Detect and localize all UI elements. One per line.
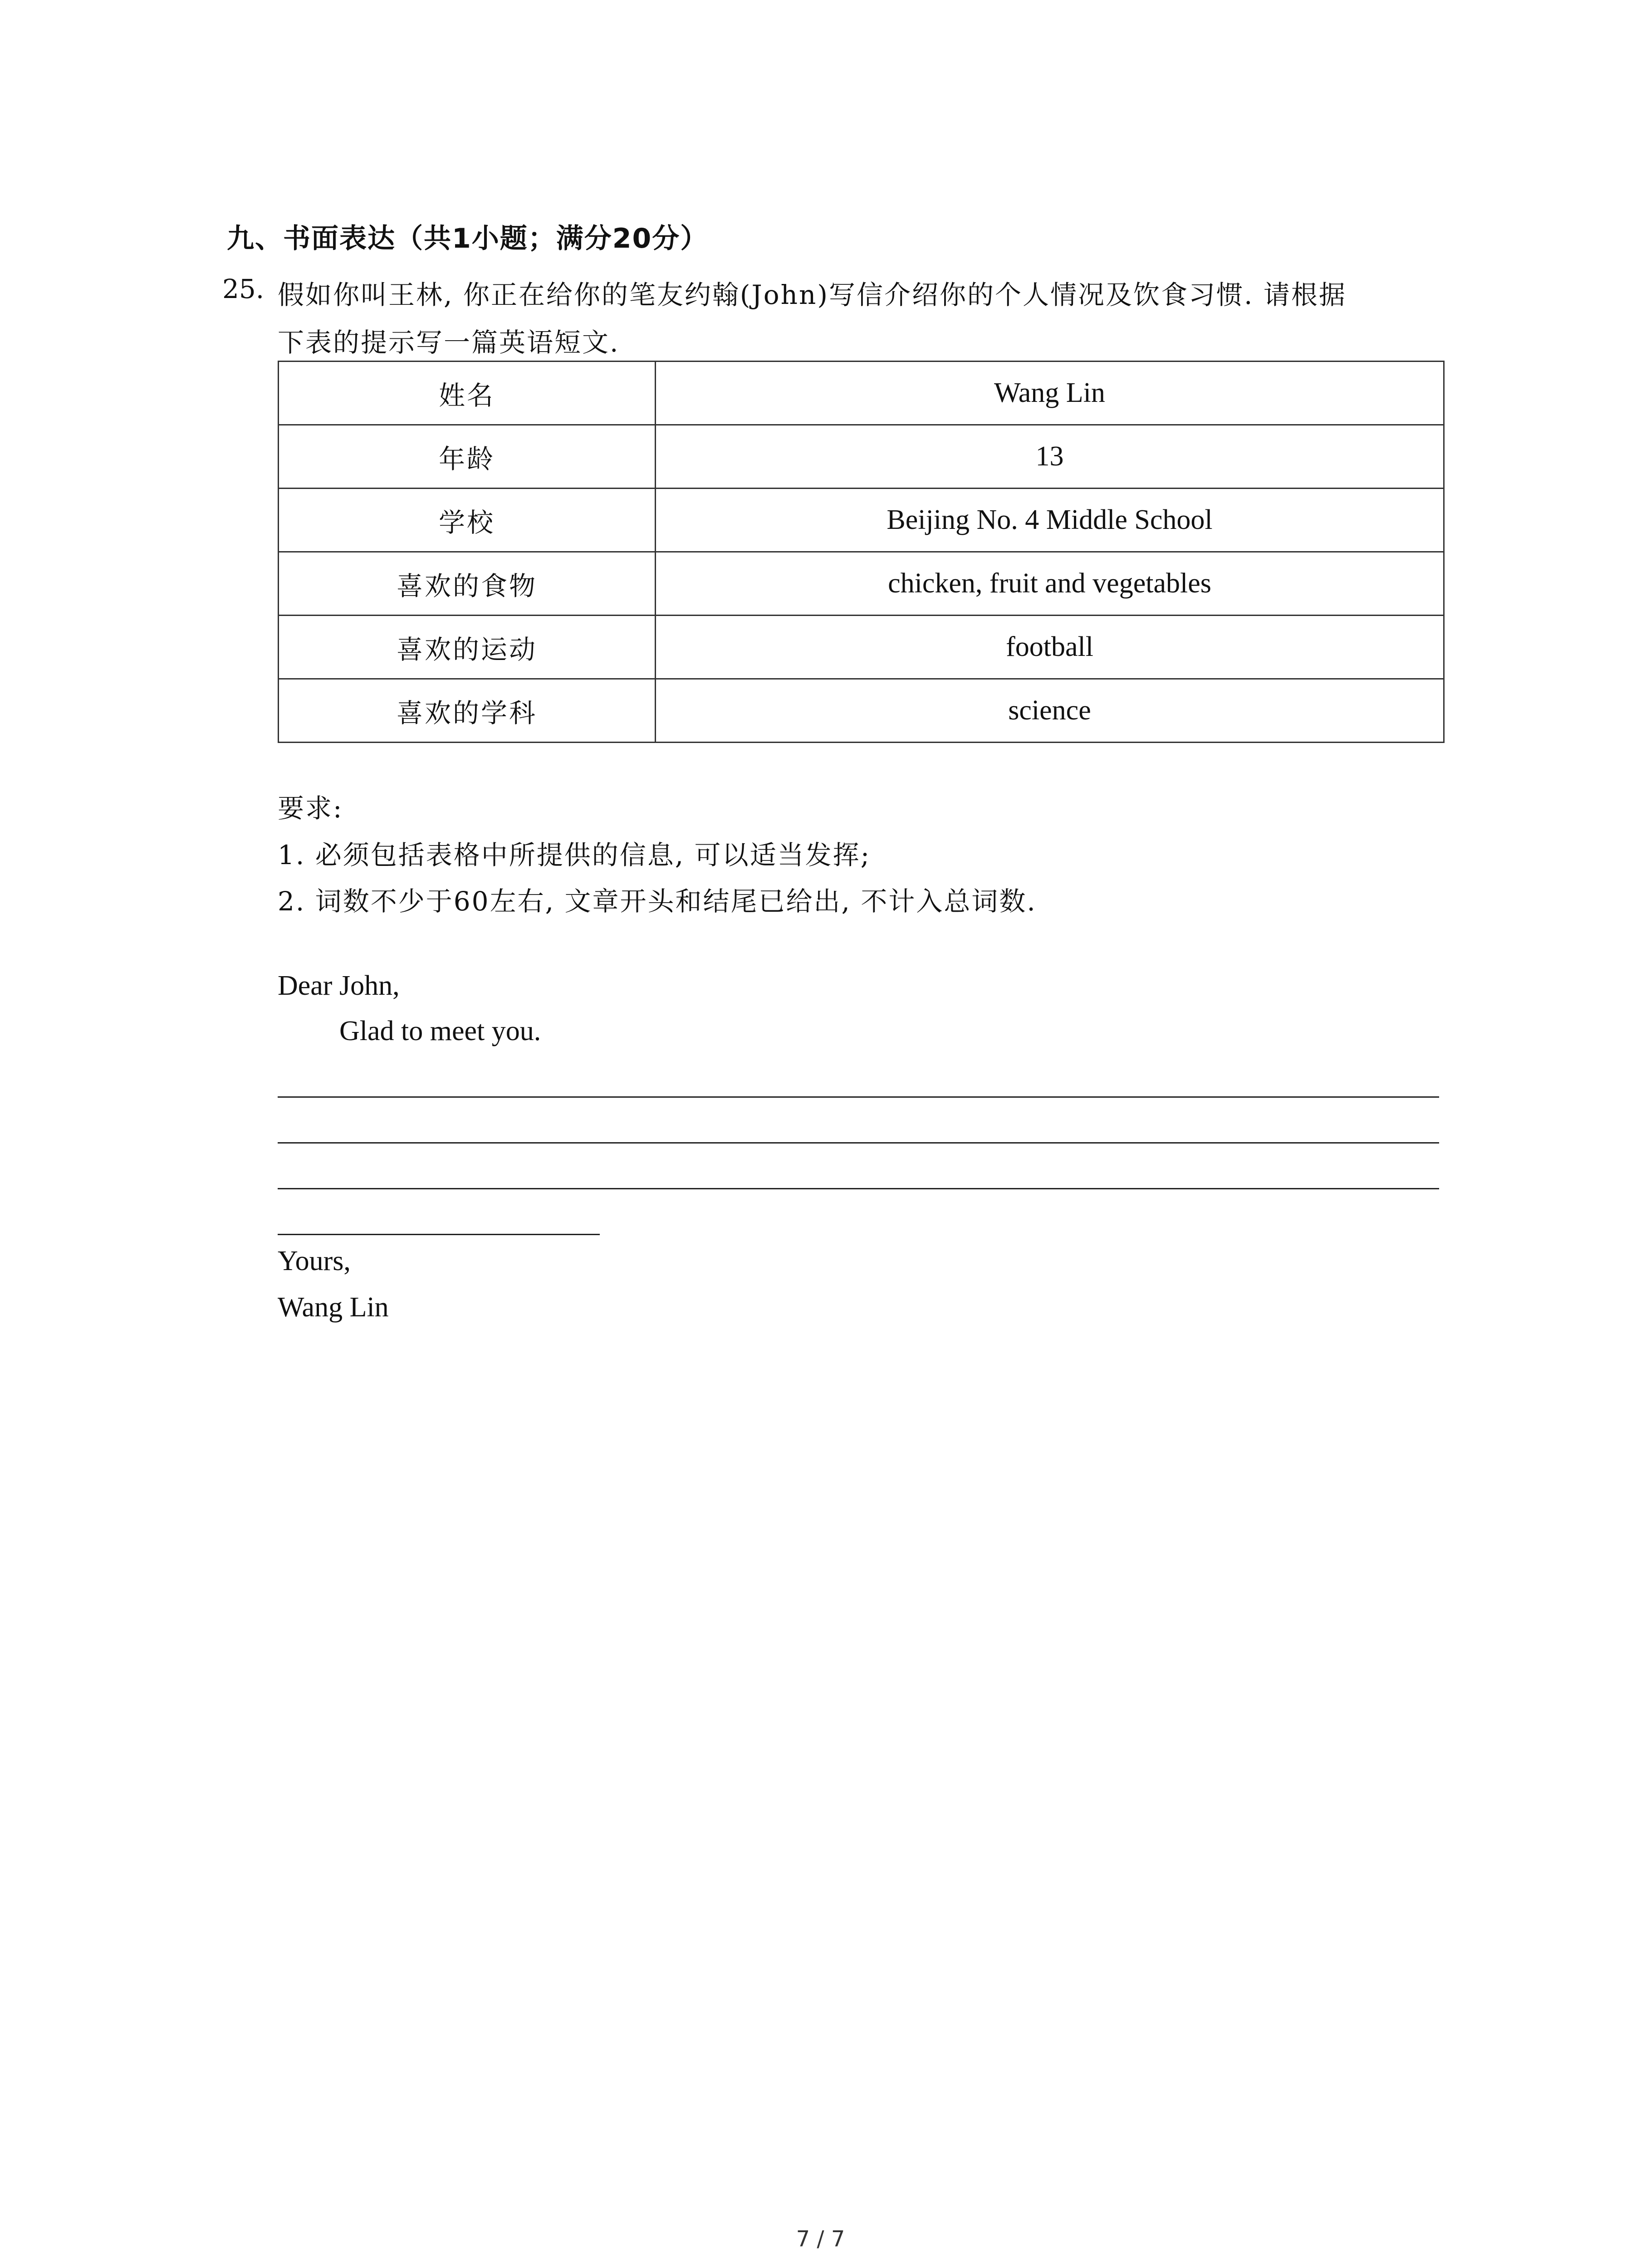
table-row [279, 552, 1444, 616]
table-row [279, 362, 1444, 425]
info-table [278, 361, 1445, 743]
table-value-subject: science [656, 679, 1444, 743]
answer-blank-line[interactable] [278, 1142, 1439, 1144]
table-value-food: chicken, fruit and vegetables [656, 552, 1444, 616]
table-key-age: 年龄 [279, 425, 656, 489]
table-key-food: 喜欢的食物 [279, 552, 656, 616]
table-row [279, 425, 1444, 489]
question-text-line-2: 下表的提示写一篇英语短文. [278, 327, 620, 358]
answer-blank-line[interactable] [278, 1188, 1439, 1189]
answer-blank-line[interactable] [278, 1096, 1439, 1098]
answer-blank-line-short[interactable] [278, 1234, 600, 1235]
section-title: 九、书面表达（共1小题；满分20分） [227, 223, 709, 254]
question-text-line-1: 假如你叫王林, 你正在给你的笔友约翰(John)写信介绍你的个人情况及饮食习惯. 请根据 [278, 279, 1347, 310]
table-value-sport: football [656, 616, 1444, 679]
letter-signature: Wang Lin [278, 1292, 389, 1323]
letter-greeting: Dear John, [278, 970, 400, 1001]
table-value-school: Beijing No. 4 Middle School [656, 489, 1444, 552]
letter-opening: Glad to meet you. [339, 1016, 541, 1046]
table-key-sport: 喜欢的运动 [279, 616, 656, 679]
page-number: 7 / 7 [796, 2226, 845, 2252]
letter-closing: Yours, [278, 1246, 351, 1276]
table-key-name: 姓名 [279, 362, 656, 425]
requirement-item-1: 1. 必须包括表格中所提供的信息, 可以适当发挥; [278, 840, 871, 870]
table-row [279, 489, 1444, 552]
table-value-name: Wang Lin [656, 362, 1444, 425]
table-key-school: 学校 [279, 489, 656, 552]
question-number: 25. [222, 274, 265, 304]
table-row [279, 616, 1444, 679]
requirements-label: 要求: [278, 793, 343, 824]
requirement-item-2: 2. 词数不少于60左右, 文章开头和结尾已给出, 不计入总词数. [278, 886, 1037, 917]
table-key-subject: 喜欢的学科 [279, 679, 656, 743]
table-value-age: 13 [656, 425, 1444, 489]
table-row [279, 679, 1444, 743]
